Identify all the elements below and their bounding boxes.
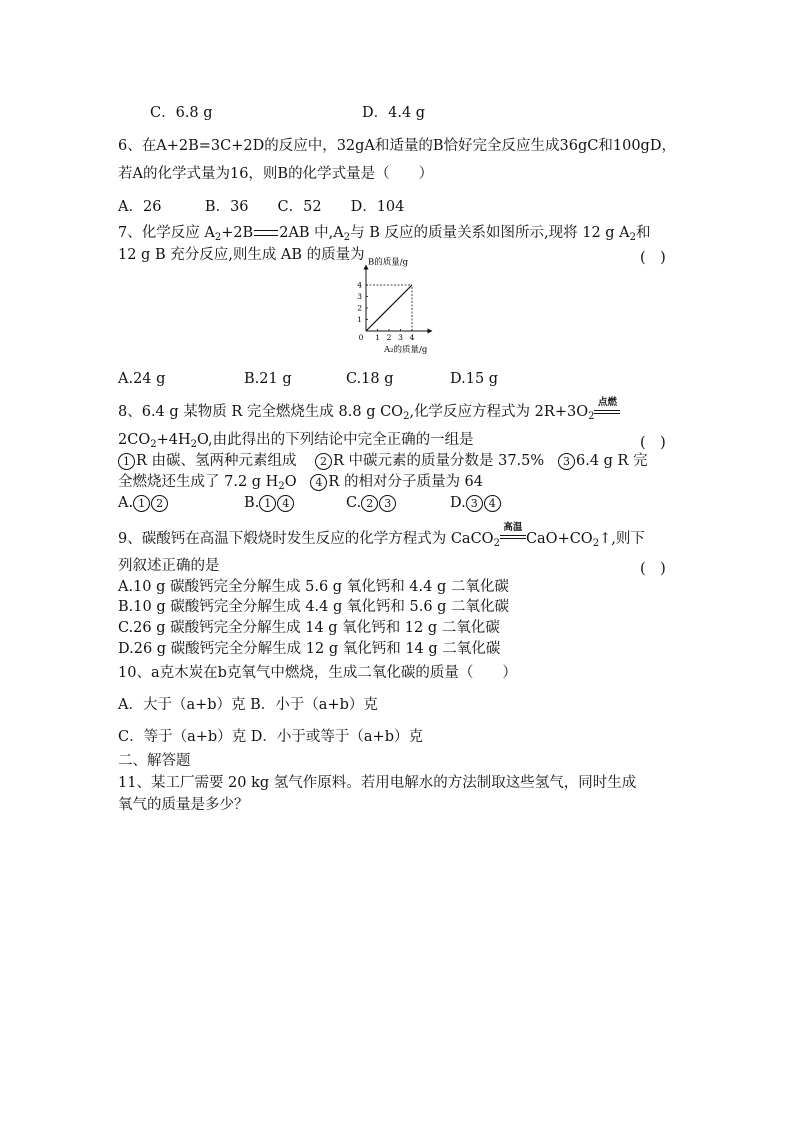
q7-answer-paren: ( ) — [640, 250, 666, 266]
q9-stem-line1: 9、碳酸钙在高温下煅烧时发生反应的化学方程式为 CaCO$_2$ 高温 $CaO+CO_2↑$,则下 — [118, 522, 645, 549]
q9-option-d: D.26 g 碳酸钙完全分解生成 12 g 氧化钙和 14 g 二氧化碳 — [118, 641, 501, 657]
q6-stem-line1: 6、在A+2B=3C+2D的反应中，32gA和适量的B恰好完全反应生成36gC和100gD， — [118, 138, 676, 154]
q9-option-b: B.10 g 碳酸钙完全分解生成 4.4 g 氧化钙和 5.6 g 二氧化碳 — [118, 599, 510, 615]
origin-label: 0 — [358, 333, 364, 342]
q9-answer-paren: ( ) — [640, 561, 666, 577]
q9-stem-line2: 列叙述正确的是 — [118, 558, 220, 574]
q7-stem-line2: 12 g B 充分反应,则生成 AB 的质量为 — [118, 247, 365, 263]
circled-number-2: 2 — [315, 453, 332, 470]
reaction-condition-high-temp: 高温 — [500, 530, 526, 544]
y-tick-label: 1 — [357, 315, 362, 324]
q7-option-d: D.15 g — [450, 371, 499, 387]
x-axis-label: A₂的质量/g — [384, 345, 428, 355]
x-tick-label: 4 — [409, 333, 415, 342]
equals-sign-icon — [254, 230, 278, 236]
q6-stem-line2: 若A的化学式量为16，则B的化学式量是（ ） — [118, 166, 434, 182]
x-tick-label: 2 — [386, 333, 392, 342]
q8-stem-line2: $2CO_2+4H_2O$,由此得出的下列结论中完全正确的一组是 — [118, 432, 474, 450]
q10-options-cd: C．等于（a+b）克 D．小于或等于（a+b）克 — [118, 729, 423, 745]
q7-stem-line1: 7、化学反应 $A_2+2B$ 2AB 中$,A_2$与 B 反应的质量关系如图所示,现将 12 g $A_2$和 — [118, 225, 651, 243]
q9-option-c: C.26 g 碳酸钙完全分解生成 14 g 氧化钙和 12 g 二氧化碳 — [118, 620, 500, 636]
section-heading: 二、解答题 — [118, 753, 191, 769]
x-tick-label: 1 — [375, 333, 380, 342]
q7-option-b: B.21 g — [244, 371, 292, 387]
y-axis-label: B的质量/g — [368, 257, 409, 268]
x-axis-arrow-icon — [428, 329, 433, 334]
q11-stem-line1: 11、某工厂需要 20 kg 氢气作原料。若用电解水的方法制取这些氢气，同时生成 — [118, 775, 637, 791]
q7-option-c: C.18 g — [346, 371, 394, 387]
series-line — [366, 285, 412, 331]
q8-answer-paren: ( ) — [640, 435, 666, 451]
q8-statements-line1: 1 R 由碳、氢两种元素组成 2 R 中碳元素的质量分数是 37.5% 3 6.4 g R 完 — [118, 452, 648, 470]
q8-stem-line1: 8、6.4 g 某物质 R 完全燃烧生成 8.8 g $CO_2$,化学反应方程式为 $2R+3O_2$ 点燃 — [118, 403, 620, 426]
circled-number-3: 3 — [558, 453, 575, 470]
circled-number-1: 1 — [118, 453, 135, 470]
q10-options-ab: A．大于（a+b）克 B．小于（a+b）克 — [118, 697, 378, 713]
q7-chart — [352, 257, 472, 359]
q6-options: A．26 B．36 C．52 D．104 — [118, 199, 405, 215]
circled-number-4: 4 — [310, 474, 327, 491]
q7-option-a: A.24 g — [118, 371, 166, 387]
q8-option-d: D. 3 4 — [450, 494, 502, 512]
reaction-condition-ignite: 点燃 — [594, 405, 620, 419]
q10-stem: 10、a克木炭在b克氧气中燃烧，生成二氧化碳的质量（ ） — [118, 665, 517, 681]
q5-option-d: D．4.4 g — [362, 105, 426, 121]
q9-option-a: A.10 g 碳酸钙完全分解生成 5.6 g 氧化钙和 4.4 g 二氧化碳 — [118, 579, 509, 595]
q8-option-c: C. 2 3 — [346, 494, 397, 512]
q8-option-a: A. 1 2 — [118, 494, 169, 512]
q8-option-b: B. 1 4 — [244, 494, 295, 512]
q8-statements-line2: 全燃烧还生成了 7.2 g $H_2O$ 4 R 的相对分子质量为 64 — [118, 474, 484, 492]
y-tick-label: 3 — [357, 292, 362, 301]
q11-stem-line2: 氧气的质量是多少？ — [118, 797, 249, 813]
y-tick-label: 2 — [357, 303, 362, 313]
x-tick-label: 3 — [398, 333, 403, 342]
y-tick-label: 4 — [357, 280, 362, 290]
q5-option-c: C．6.8 g — [150, 105, 213, 121]
